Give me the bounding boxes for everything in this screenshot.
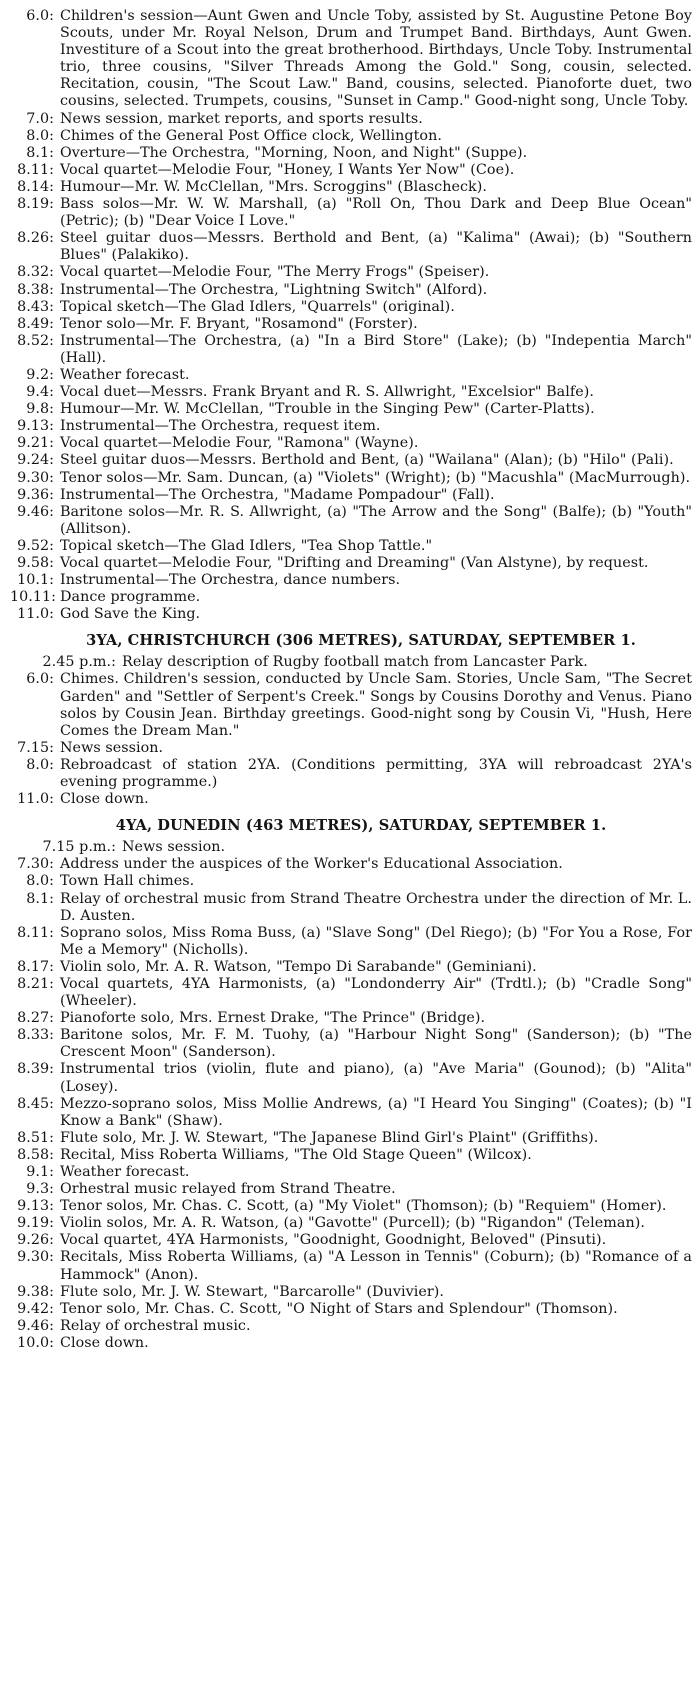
entry-time: 7.15 p.m.: <box>42 839 116 856</box>
entry-time: 8.1: <box>26 890 54 907</box>
programme-entry <box>10 487 692 504</box>
entry-text: God Save the King. <box>60 606 201 623</box>
entry-text: Recitals, Miss Roberta Williams, (a) "A Lesson in Tennis" (Coburn); (b) "Romance of a Hammock" (Anon). <box>60 1249 692 1283</box>
programme-entry <box>10 1027 692 1061</box>
programme-entry <box>10 418 692 435</box>
programme-entry <box>10 1335 692 1352</box>
programme-entry <box>10 1130 692 1147</box>
entry-time: 9.36: <box>17 486 54 503</box>
entry-text: News session. <box>60 739 164 756</box>
entry-time: 9.8: <box>26 401 54 418</box>
entry-text: Vocal duet—Messrs. Frank Bryant and R. S. Allwright, "Excelsior" Balfe). <box>60 384 594 401</box>
entry-text: Instrumental trios (violin, flute and piano), (a) "Ave Maria" (Gounod); (b) "Alita" (Losey). <box>60 1061 692 1095</box>
programme-entry <box>10 839 692 856</box>
entry-text: Bass solos—Mr. W. W. Marshall, (a) "Roll On, Thou Dark and Deep Blue Ocean" (Petric); (b) "Dear Voice I Love." <box>60 196 692 230</box>
entry-time: 9.52: <box>17 537 54 554</box>
programme-entry <box>10 1284 692 1301</box>
section-2ya <box>10 8 692 623</box>
entry-time: 10.0: <box>17 1334 54 1351</box>
section-4ya <box>10 816 692 1352</box>
entry-time: 8.0: <box>26 873 54 890</box>
entry-text: Dance programme. <box>60 589 201 606</box>
entry-text: Close down. <box>60 791 149 808</box>
entry-text: Steel guitar duos—Messrs. Berthold and Bent, (a) "Kalima" (Awai); (b) "Southern Blues" (Palakiko). <box>60 230 692 264</box>
programme-entry <box>10 128 692 145</box>
entry-text: Rebroadcast of station 2YA. (Conditions permitting, 3YA will rebroadcast 2YA's evening programme.) <box>60 756 692 791</box>
entry-time: 10.11: <box>10 589 57 606</box>
entry-text: News session. <box>122 839 226 856</box>
programme-entry <box>10 1147 692 1164</box>
entry-time: 9.3: <box>26 1181 54 1198</box>
programme-entry <box>10 891 692 925</box>
entry-time: 9.58: <box>17 555 54 571</box>
programme-entry <box>10 111 692 128</box>
entry-text: Vocal quartet—Melodie Four, "Ramona" (Wayne). <box>60 435 419 452</box>
programme-entry <box>10 959 692 976</box>
entry-time: 8.38: <box>17 281 54 298</box>
entry-text: Weather forecast. <box>60 1164 190 1180</box>
entry-text: Flute solo, Mr. J. W. Stewart, "Barcarolle" (Duvivier). <box>60 1283 444 1300</box>
entry-text: Tenor solo, Mr. Chas. C. Scott, "O Night of Stars and Splendour" (Thomson). <box>60 1300 618 1317</box>
entry-time: 8.51: <box>17 1129 54 1146</box>
programme-entry <box>10 589 692 606</box>
programme-entry <box>10 367 692 384</box>
entry-time: 9.13: <box>17 418 54 435</box>
programme-entry <box>10 1215 692 1232</box>
entry-time: 8.14: <box>17 178 54 195</box>
programme-entry <box>10 654 692 671</box>
entry-time: 9.30: <box>17 1249 54 1266</box>
entry-time: 8.0: <box>26 756 54 773</box>
entry-text: Topical sketch—The Glad Idlers, "Tea Shop Tattle." <box>60 537 433 554</box>
entry-time: 8.58: <box>17 1146 54 1163</box>
entry-text: Vocal quartet, 4YA Harmonists, "Goodnight, Goodnight, Beloved" (Pinsuti). <box>60 1232 607 1249</box>
entry-text: Close down. <box>60 1334 149 1351</box>
entry-time: 9.46: <box>17 1317 54 1334</box>
programme-entry <box>10 740 692 757</box>
programme-entry <box>10 757 692 791</box>
entry-time: 7.0: <box>26 110 54 127</box>
entry-text: Relay of orchestral music. <box>60 1317 251 1334</box>
entry-time: 9.46: <box>17 503 54 520</box>
section-heading-3ya: 3YA, CHRISTCHURCH (306 METRES), SATURDAY, SEPTEMBER 1. <box>86 632 636 650</box>
section-3ya <box>10 631 692 808</box>
programme-entry <box>10 1181 692 1198</box>
entry-text: Instrumental—The Orchestra, dance numbers. <box>60 572 401 589</box>
entry-text: Flute solo, Mr. J. W. Stewart, "The Japanese Blind Girl's Plaint" (Griffiths). <box>60 1129 599 1146</box>
entry-text: Recital, Miss Roberta Williams, "The Old Stage Queen" (Wilcox). <box>60 1146 532 1163</box>
entry-time: 2.45 p.m.: <box>42 654 116 671</box>
entry-time: 8.49: <box>17 315 54 332</box>
programme-entry <box>10 1318 692 1335</box>
entry-time: 8.11: <box>17 924 54 941</box>
entry-time: 8.43: <box>17 298 54 315</box>
entry-text: Soprano solos, Miss Roma Buss, (a) "Slave Song" (Del Riego); (b) "For You a Rose, For Me a Memory" (Nicholls). <box>60 924 692 958</box>
entry-time: 8.21: <box>17 975 54 992</box>
programme-entry <box>10 401 692 418</box>
entry-text: Chimes. Children's session, conducted by Uncle Sam. Stories, Uncle Sam, "The Secret Garden" and "Settler of Serpent's Creek." Songs by Cousins Dorothy and Venus. Piano solos by Cousin Jean. Birthday greetings. Good-night song by Cousin Vi, "Hush, Here Comes the Dream Man." <box>60 671 692 739</box>
entry-time: 9.21: <box>17 435 54 452</box>
programme-entry <box>10 856 692 873</box>
entry-text: Steel guitar duos—Messrs. Berthold and Bent, (a) "Wailana" (Alan); (b) "Hilo" (Pali). <box>60 452 674 469</box>
programme-entry <box>10 538 692 555</box>
programme-entry <box>10 333 692 367</box>
entry-text: Instrumental—The Orchestra, request item. <box>60 418 381 435</box>
entry-text: Instrumental—The Orchestra, (a) "In a Bird Store" (Lake); (b) "Indepentia March" (Hall). <box>60 332 692 366</box>
entry-text: Relay of orchestral music from Strand Theatre Orchestra under the direction of Mr. L. D. Austen. <box>60 890 692 924</box>
entry-time: 9.13: <box>17 1198 54 1215</box>
entry-text: Humour—Mr. W. McClellan, "Trouble in the Singing Pew" (Carter-Platts). <box>60 401 595 418</box>
entries-2ya <box>10 8 692 623</box>
entry-time: 11.0: <box>17 791 54 808</box>
programme-entry <box>10 504 692 538</box>
entry-text: Chimes of the General Post Office clock, Wellington. <box>60 127 442 144</box>
entry-text: Town Hall chimes. <box>60 873 195 890</box>
entry-text: Children's session—Aunt Gwen and Uncle Toby, assisted by St. Augustine Petone Boy Scouts, under Mr. Royal Nelson, Drum and Trumpet Band. Birthdays, Aunt Gwen. Investiture of a Scout into the great brotherhood. Birthdays, Uncle Toby. Instrumental trio, three cousins, "Silver Threads Among the Gold." Song, cousin, selected. Recitation, cousin, "The Scout Law." Band, cousins, selected. Pianoforte duet, two cousins, selected. Trumpets, cousins, "Sunset in Camp." Good-night song, Uncle Toby. <box>60 8 692 110</box>
programme-entry <box>10 435 692 452</box>
entries-4ya <box>10 856 692 1352</box>
entry-time: 8.45: <box>17 1095 54 1112</box>
entry-time: 8.33: <box>17 1027 54 1044</box>
entry-time: 9.4: <box>26 384 54 401</box>
programme-entry <box>10 1096 692 1130</box>
entry-text: Mezzo-soprano solos, Miss Mollie Andrews, (a) "I Heard You Singing" (Coates); (b) "I Know a Bank" (Shaw). <box>60 1095 692 1129</box>
entries-3ya <box>10 671 692 808</box>
programme-entry <box>10 976 692 1010</box>
entry-text: Orhestral music relayed from Strand Theatre. <box>60 1181 396 1198</box>
programme-entry <box>10 264 692 281</box>
entry-time: 9.26: <box>17 1232 54 1249</box>
entry-time: 10.1: <box>17 572 54 589</box>
entry-time: 7.15: <box>17 739 54 756</box>
programme-entry <box>10 299 692 316</box>
section-heading-4ya: 4YA, DUNEDIN (463 METRES), SATURDAY, SEPTEMBER 1. <box>115 817 607 835</box>
entry-time: 9.42: <box>17 1300 54 1317</box>
programme-entry <box>10 145 692 162</box>
programme-entry <box>10 179 692 196</box>
programme-entry <box>10 606 692 623</box>
programme-entry <box>10 316 692 333</box>
entry-time: 9.38: <box>17 1283 54 1300</box>
entry-time: 8.27: <box>17 1010 54 1027</box>
programme-entry <box>10 1301 692 1318</box>
programme-entry <box>10 1061 692 1095</box>
entry-text: Pianoforte solo, Mrs. Ernest Drake, "The Prince" (Bridge). <box>60 1010 486 1027</box>
entry-time: 8.11: <box>17 161 54 178</box>
entry-time: 9.2: <box>26 366 54 383</box>
entry-text: Vocal quartet—Melodie Four, "Honey, I Wants Yer Now" (Coe). <box>60 161 515 178</box>
entry-text: Baritone solos, Mr. F. M. Tuohy, (a) "Harbour Night Song" (Sanderson); (b) "The Crescent Moon" (Sanderson). <box>60 1027 692 1061</box>
entry-time: 8.19: <box>17 196 54 213</box>
entry-text: Vocal quartet—Melodie Four, "The Merry Frogs" (Speiser). <box>60 264 490 281</box>
programme-entry <box>10 1198 692 1215</box>
entry-text: Weather forecast. <box>60 366 190 383</box>
entry-time: 8.26: <box>17 230 54 247</box>
programme-entry <box>10 925 692 959</box>
programme-entry <box>10 384 692 401</box>
entry-time: 9.19: <box>17 1215 54 1232</box>
programme-entry <box>10 1249 692 1283</box>
entry-time: 8.0: <box>26 127 54 144</box>
programme-entry <box>10 282 692 299</box>
programme-entry <box>10 470 692 487</box>
programme-entry <box>10 1010 692 1027</box>
entry-text: Tenor solos—Mr. Sam. Duncan, (a) "Violets" (Wright); (b) "Macushla" (MacMurrough). <box>60 469 691 486</box>
programme-entry <box>10 873 692 890</box>
entry-time: 9.1: <box>26 1164 54 1180</box>
entry-time: 8.32: <box>17 264 54 281</box>
entry-text: News session, market reports, and sports results. <box>60 110 423 127</box>
programme-entry <box>10 1232 692 1249</box>
programme-entry <box>10 8 692 111</box>
entry-time: 8.52: <box>17 332 54 349</box>
programme-entry <box>10 791 692 808</box>
programme-entry <box>10 196 692 230</box>
entry-text: Violin solos, Mr. A. R. Watson, (a) "Gavotte" (Purcell); (b) "Rigandon" (Teleman). <box>60 1215 645 1232</box>
entry-text: Vocal quartet—Melodie Four, "Drifting and Dreaming" (Van Alstyne), by request. <box>60 555 649 571</box>
entry-text: Relay description of Rugby football match from Lancaster Park. <box>122 654 588 671</box>
entry-time: 7.30: <box>17 856 54 873</box>
programme-entry <box>10 162 692 179</box>
entry-text: Violin solo, Mr. A. R. Watson, "Tempo Di Sarabande" (Geminiani). <box>60 958 537 975</box>
entry-time: 8.39: <box>17 1061 54 1078</box>
entry-text: Vocal quartets, 4YA Harmonists, (a) "Londonderry Air" (Trdtl.); (b) "Cradle Song" (Wheeler). <box>60 975 692 1010</box>
entry-time: 8.1: <box>26 144 54 161</box>
entry-text: Overture—The Orchestra, "Morning, Noon, and Night" (Suppe). <box>60 144 528 161</box>
entry-text: Address under the auspices of the Worker's Educational Association. <box>60 856 563 873</box>
entry-text: Tenor solo—Mr. F. Bryant, "Rosamond" (Forster). <box>60 315 418 332</box>
programme-entry <box>10 555 692 572</box>
entry-text: Topical sketch—The Glad Idlers, "Quarrels" (original). <box>60 298 455 315</box>
entry-text: Tenor solos, Mr. Chas. C. Scott, (a) "My Violet" (Thomson); (b) "Requiem" (Homer). <box>60 1198 667 1215</box>
programme-entry <box>10 230 692 264</box>
entry-time: 9.24: <box>17 452 54 469</box>
entry-text: Instrumental—The Orchestra, "Lightning Switch" (Alford). <box>60 281 488 298</box>
programme-entry <box>10 1164 692 1181</box>
entry-time: 11.0: <box>17 606 54 623</box>
programme-entry <box>10 452 692 469</box>
entry-time: 9.30: <box>17 469 54 486</box>
programme-entry <box>10 572 692 589</box>
entry-text: Instrumental—The Orchestra, "Madame Pompadour" (Fall). <box>60 486 495 503</box>
entry-text: Baritone solos—Mr. R. S. Allwright, (a) "The Arrow and the Song" (Balfe); (b) "Youth" (Allitson). <box>60 503 692 537</box>
entry-text: Humour—Mr. W. McClellan, "Mrs. Scroggins" (Blascheck). <box>60 178 487 195</box>
entry-time: 6.0: <box>26 8 54 24</box>
programme-entry <box>10 671 692 739</box>
entry-time: 6.0: <box>26 671 54 688</box>
entry-time: 8.17: <box>17 958 54 975</box>
